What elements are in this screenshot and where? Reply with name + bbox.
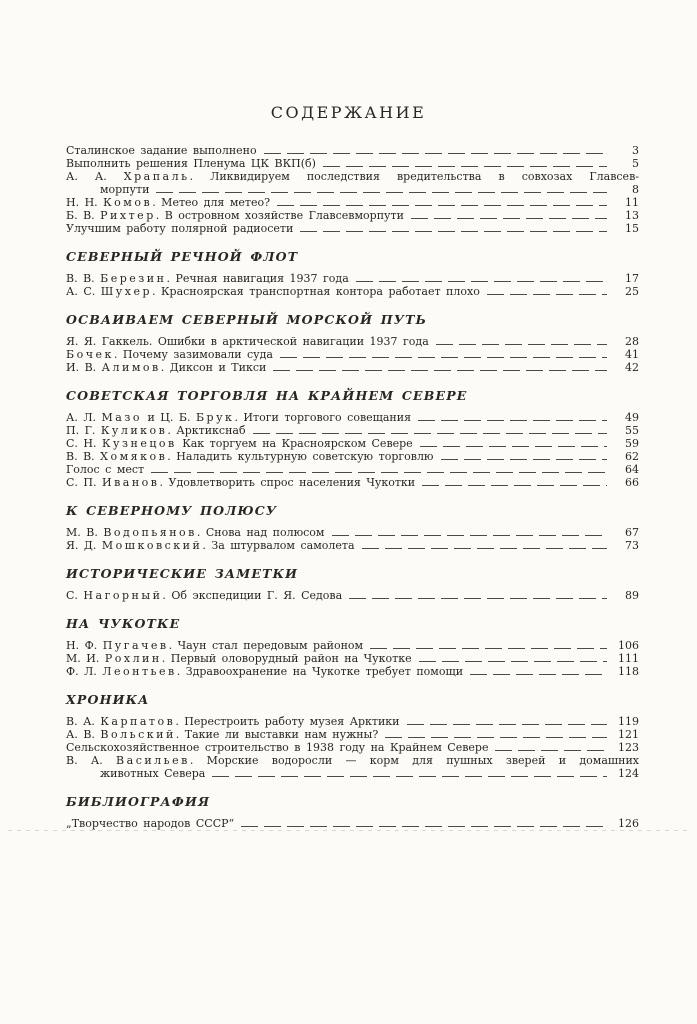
page-number: 111 [618,652,639,665]
entry-text: И. В. [66,361,102,374]
entry-text: В. А. [66,754,117,767]
page-number: 11 [625,196,639,209]
dot-leader [487,294,607,295]
entry-text: А. С. [66,285,101,298]
entry-text: В. В. [66,272,101,285]
page-number: 64 [625,463,639,476]
entry-text: . Об экспедиции Г. Я. Седова [162,589,343,602]
dot-leader [495,750,607,751]
entry-text-group [66,196,270,209]
entry-text: . Наладить культурную советскую торговлю [167,450,434,463]
dot-leader [420,446,607,447]
entry-text-group [66,437,413,450]
entry-text-group [66,144,257,157]
dot-leader [156,192,607,193]
entry-continuation: морпути [100,183,150,196]
entry-author: Куликов [100,424,168,437]
entry-text: Н. Ф. [66,639,103,652]
page-number: 126 [618,817,639,830]
section-heading: ХРОНИКА [66,692,150,707]
entry-text-group [66,463,144,476]
section-heading: БИБЛИОГРАФИЯ [66,794,211,809]
entry-text: Я. Д. [66,539,102,552]
toc-entry [66,196,639,209]
entry-author: Рохлин [104,652,162,665]
entry-text: . Чаун стал передовым районом [168,639,364,652]
entry-text: . Снова над полюсом [196,526,325,539]
section-heading: СОВЕТСКАЯ ТОРГОВЛЯ НА КРАЙНЕМ СЕВЕРЕ [66,388,468,403]
entry-text: . Перестроить работу музея Арктики [175,715,400,728]
page-number: 62 [625,450,639,463]
toc-entry [66,411,639,424]
entry-text: М. И. [66,652,105,665]
entry-text: А. Л. [66,411,102,424]
page-number: 124 [618,767,639,780]
dot-leader [332,535,608,536]
toc-section [66,692,639,780]
entry-text-group [66,665,463,678]
toc-entry [66,157,639,170]
entry-author: Карпатов [100,715,176,728]
page-number: 28 [625,335,639,348]
dot-leader [212,776,607,777]
toc-entry [66,817,639,830]
entry-author: Хомяков [100,450,168,463]
entry-text: . Почему зазимовали суда [113,348,273,361]
page-number: 49 [625,411,639,424]
toc-entry-continuation [66,183,639,196]
entry-author: Березин [100,272,167,285]
entry-text: Голос с мест [66,463,145,476]
entry-text-group [66,741,488,754]
dot-leader [273,370,607,371]
entry-text-group [66,817,234,830]
entry-text: . Красноярская транспортная контора работает плохо [152,285,480,298]
page-number: 66 [625,476,639,489]
entry-text-group [66,209,404,222]
toc-entry [66,589,639,602]
entry-text-group [66,715,400,728]
dot-leader [370,648,607,649]
toc-entry [66,463,639,476]
toc-entry [66,476,639,489]
entry-author: Шухер [100,285,153,298]
dot-leader [151,472,607,473]
entry-text: . Ликвидируем последствия вредительства в совхозах Главсев- [189,170,639,183]
page-number: 59 [625,437,639,450]
dot-leader [385,737,607,738]
toc-entry [66,424,639,437]
entry-text: . Речная навигация 1937 года [166,272,349,285]
dot-leader [277,205,607,206]
section-heading: ИСТОРИЧЕСКИЕ ЗАМЕТКИ [66,566,299,581]
entry-text: . Арктикснаб [167,424,246,437]
toc-entry [66,272,639,285]
dot-leader [349,598,607,599]
page-number: 41 [625,348,639,361]
entry-text: А. А. [66,170,124,183]
entry-text-group [66,361,266,374]
entry-text: Выполнить решения Пленума ЦК ВКП(б) [66,157,316,170]
entry-text-group [66,589,342,602]
page-number: 17 [625,272,639,285]
page-number: 119 [618,715,639,728]
entry-text: . За штурвалом самолета [202,539,355,552]
entry-author: Нагорный [83,589,163,602]
dot-leader [300,231,607,232]
entry-author: Комов [103,196,153,209]
entry-text-group [66,285,480,298]
page-number: 42 [625,361,639,374]
dot-leader [264,153,607,154]
entry-text: Я. Я. Гаккель. Ошибки в арктической навигации 1937 года [66,335,429,348]
section-heading: СЕВЕРНЫЙ РЕЧНОЙ ФЛОТ [66,249,299,264]
page-number: 73 [625,539,639,552]
entry-text: . В островном хозяйстве Главсевморпути [155,209,404,222]
table-of-contents [66,144,639,830]
dot-leader [407,724,607,725]
toc-entry [66,335,639,348]
toc-entry [66,285,639,298]
dot-leader [419,661,607,662]
entry-author: Рихтер [100,209,156,222]
toc-entry [66,539,639,552]
entry-author: Бочек [66,348,114,361]
entry-text: М. В. [66,526,104,539]
dot-leader [418,420,607,421]
toc-section [66,144,639,235]
toc-section [66,388,639,489]
toc-entry [66,170,639,183]
entry-text: Сельскохозяйственное строительство в 1938 году на Крайнем Севере [66,741,489,754]
entry-author: Мошковский [101,539,203,552]
dot-leader [411,218,607,219]
entry-text: . Итоги торгового совещания [234,411,412,424]
entry-text-group [66,639,363,652]
toc-entry [66,728,639,741]
entry-author: Пугачев [102,639,169,652]
page-number: 121 [618,728,639,741]
entry-text-group [66,335,429,348]
entry-text-group [66,424,246,437]
entry-text: . Здравоохранение на Чукотке требует помощи [176,665,464,678]
entry-text: и Ц. Б. [141,411,196,424]
dot-leader [280,357,607,358]
dot-leader [441,459,607,460]
entry-text-group [66,539,355,552]
toc-entry [66,526,639,539]
section-heading: НА ЧУКОТКЕ [66,616,181,631]
entry-text-group [66,476,415,489]
toc-section [66,794,639,830]
page-number: 8 [632,183,639,196]
page-number: 118 [618,665,639,678]
entry-text-group [66,728,378,741]
dot-leader [436,344,607,345]
dot-leader [241,826,607,827]
dot-leader [422,485,607,486]
toc-entry [66,639,639,652]
dot-leader [362,548,607,549]
entry-text: Ф. Л. [66,665,103,678]
entry-continuation: животных Севера [100,767,206,780]
entry-text: . Удовлетворить спрос населения Чукотки [159,476,416,489]
page-number: 106 [618,639,639,652]
toc-entry [66,665,639,678]
entry-author: Храпаль [123,170,190,183]
section-heading: К СЕВЕРНОМУ ПОЛЮСУ [66,503,278,518]
page-number: 15 [625,222,639,235]
toc-section [66,566,639,602]
entry-author: Леонтьев [102,665,177,678]
page-number: 67 [625,526,639,539]
entry-author: Вольский [100,728,176,741]
entry-text: . Диксон и Тикси [160,361,267,374]
entry-text-group [66,348,273,361]
entry-text-group [66,222,293,235]
scan-artifact-line [8,830,689,831]
dot-leader [470,674,607,675]
section-heading: ОСВАИВАЕМ СЕВЕРНЫЙ МОРСКОЙ ПУТЬ [66,312,428,327]
entry-text-group [66,411,411,424]
page-title: СОДЕРЖАНИЕ [270,103,427,122]
entry-text: „Творчество народов СССР“ [66,817,235,830]
toc-entry [66,754,639,767]
entry-text: Н. Н. [66,196,104,209]
entry-text: С. П. [66,476,102,489]
toc-entry [66,437,639,450]
entry-text: Б. В. [66,209,101,222]
page-number: 13 [625,209,639,222]
entry-text-group [66,272,349,285]
toc-entry [66,222,639,235]
page-number: 55 [625,424,639,437]
page-number: 25 [625,285,639,298]
entry-text: Улучшим работу полярной радиосети [66,222,294,235]
entry-text-group [66,652,412,665]
toc-entry [66,741,639,754]
entry-author: Брук [195,411,235,424]
toc-section [66,503,639,552]
toc-entry-continuation [66,767,639,780]
entry-text: В. В. [66,450,101,463]
dot-leader [253,433,607,434]
entry-text: . Морские водоросли — корм для пушных зверей и домашних [189,754,639,767]
entry-text: В. А. [66,715,101,728]
entry-author: Васильев [116,754,190,767]
dot-leader [356,281,607,282]
toc-entry [66,450,639,463]
entry-text: А. В. [66,728,101,741]
entry-author: Кузнецов [102,437,177,450]
toc-entry [66,144,639,157]
entry-author: Иванов [102,476,160,489]
entry-text: Как торгуем на Красноярском Севере [176,437,413,450]
entry-text: . Метео для метео? [152,196,271,209]
toc-section [66,249,639,298]
page-number: 123 [618,741,639,754]
entry-text-group [66,450,434,463]
toc-entry [66,715,639,728]
entry-text: С. Н. [66,437,102,450]
entry-text: С. [66,589,84,602]
dot-leader [323,166,607,167]
toc-entry [66,348,639,361]
page-number: 3 [632,144,639,157]
toc-entry [66,652,639,665]
entry-text: . Такие ли выставки нам нужны? [175,728,379,741]
entry-author: Алимов [101,361,161,374]
entry-author: Водопьянов [103,526,197,539]
toc-section [66,312,639,374]
entry-text: Сталинское задание выполнено [66,144,257,157]
entry-author: Мазо [101,411,142,424]
page-number: 5 [632,157,639,170]
entry-text: . Первый оловорудный район на Чукотке [161,652,412,665]
page-number: 89 [625,589,639,602]
toc-section [66,616,639,678]
entry-text-group [66,157,316,170]
toc-entry [66,209,639,222]
entry-text: П. Г. [66,424,101,437]
entry-text-group [66,526,325,539]
toc-entry [66,361,639,374]
